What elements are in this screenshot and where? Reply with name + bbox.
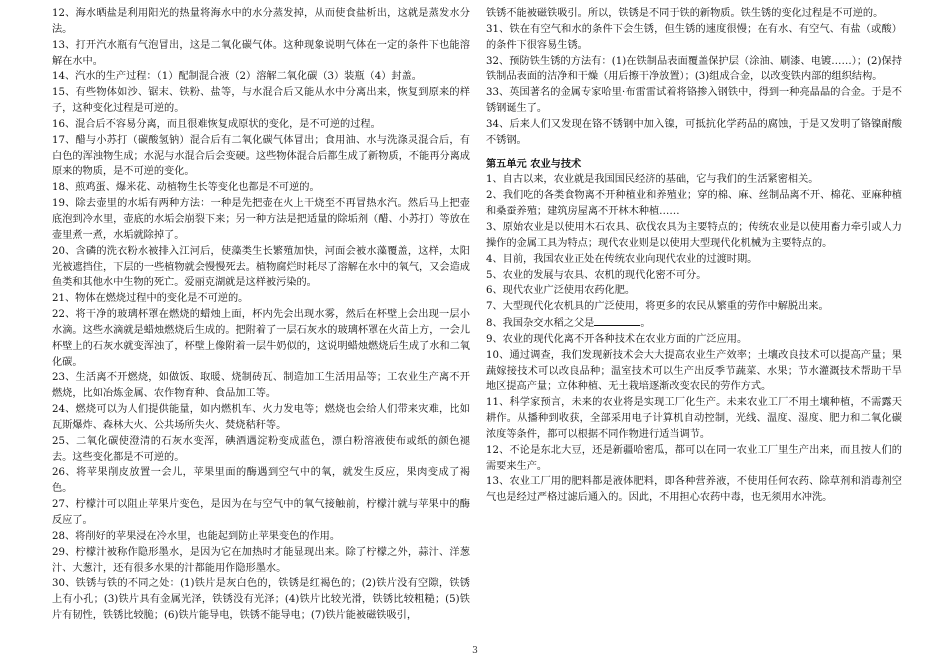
blank-prefix: 8、我国杂交水稻之父是 bbox=[486, 318, 595, 330]
list-item: 23、生活离不开燃烧，如做饭、取暖、烧制砖瓦、制造加工生活用品等；工农业生产离不开燃烧，比如冶炼金属、农作物育种、食品加工等。 bbox=[52, 372, 470, 400]
list-item: 14、汽水的生产过程：（1）配制混合液（2）溶解二氧化碳（3）装瓶（4）封盖。 bbox=[52, 71, 422, 83]
list-item: 11、科学家预言，未来的农业将是实现工厂化生产。未来农业工厂不用土壤种植，不需露天耕作。从播种到收获，全部采用电子计算机自动控制，光线、温度、湿度、肥力和二氧化碳浓度等条件，都可以根据不同作物进行适当调节。 bbox=[486, 397, 902, 440]
list-item: 铁锈不能被磁铁吸引。所以，铁锈是不同于铁的新物质。铁生锈的变化过程是不可逆的。 bbox=[486, 8, 884, 19]
list-item: 30、铁锈与铁的不同之处：(1)铁片是灰白色的，铁锈是红褐色的；(2)铁片没有空隙，铁锈上有小孔；(3)铁片具有金属光泽，铁锈没有光泽；(4)铁片比较光滑，铁锈比较粗糙；(5)铁片有韧性，铁锈比较脆；(6)铁片能导电，铁锈不能导电；(7)铁片能被磁铁吸引， bbox=[52, 578, 470, 622]
list-item: 5、农业的发展与农具、农机的现代化密不可分。 bbox=[486, 269, 707, 281]
list-item: 13、农业工厂用的肥料都是液体肥料，即各种营养液，不使用任何农药、除草剂和消毒剂空气也是经过严格过滤后通入的。因此，不用担心农药中毒，也无须用水冲洗。 bbox=[486, 476, 902, 504]
fill-in-blank-item bbox=[486, 315, 902, 332]
list-item: 15、有些物体如沙、锯末、铁粉、盐等，与水混合后又能从水中分离出来，恢复到原来的样子，这种变化过程是可逆的。 bbox=[52, 87, 470, 115]
list-item: 12、不论是东北大豆，还是新疆哈密瓜，都可以在同一农业工厂里生产出来，而且按人们的需要来生产。 bbox=[486, 444, 902, 472]
list-item: 28、将削好的苹果浸在冷水里，也能起到防止苹果变色的作用。 bbox=[52, 530, 341, 542]
list-item: 25、二氧化碳使澄清的石灰水变浑，碘酒遇淀粉变成蓝色，漂白粉溶液使布或纸的颜色褪去。这些变化都是不可逆的。 bbox=[52, 435, 470, 463]
blank-suffix: 。 bbox=[640, 318, 651, 330]
list-item: 2、我们吃的各类食物离不开种植业和养殖业；穿的棉、麻、丝制品离不开、棉花、亚麻种植和桑蚕养殖；建筑房屋离不开林木种植…… bbox=[486, 190, 902, 218]
list-item: 34、后来人们又发现在铬不锈钢中加入镍，可抵抗化学药品的腐蚀，于是又发明了铬镍耐酸不锈钢。 bbox=[486, 118, 902, 146]
list-item: 4、目前，我国农业正处在传统农业向现代农业的过渡时期。 bbox=[486, 253, 758, 265]
answer-blank bbox=[594, 315, 640, 326]
list-item: 6、现代农业广泛使用农药化肥。 bbox=[486, 285, 636, 297]
list-item: 19、除去壶里的水垢有两种方法：一种是先把壶在火上干烧至不再冒热水汽。然后马上把壶底泡到冷水里，壶底的水垢会崩裂下来；另一种方法是把适量的除垢剂（醋、小苏打）等放在壶里煮一煮，水垢就除掉了。 bbox=[52, 198, 470, 241]
list-item: 27、柠檬汁可以阻止苹果片变色，是因为在与空气中的氧气接触前，柠檬汁就与苹果中的酶反应了。 bbox=[52, 499, 470, 526]
list-item: 24、燃烧可以为人们提供能量，如内燃机车、火力发电等；燃烧也会给人们带来灾难，比如瓦斯爆炸、森林大火、公共场所失火、焚烧秸秆等。 bbox=[52, 404, 470, 431]
page-number: 3 bbox=[472, 646, 478, 656]
list-item: 17、醋与小苏打（碳酸氢钠）混合后有二氧化碳气体冒出；食用油、水与洗涤灵混合后，有白色的浑浊物生成；水泥与水混合后会变硬。这些物体混合后都生成了新物质，不能再分离成原来的物质，是不可逆的变化。 bbox=[52, 134, 470, 178]
list-item: 29、柠檬汁被称作隐形墨水，是因为它在加热时才能显现出来。除了柠檬之外，蒜汁、洋葱汁、大葱汁，还有很多水果的汁都能用作隐形墨水。 bbox=[52, 546, 470, 574]
list-item: 33、英国著名的金属专家哈里·布雷雷试着将铬掺入钢铁中，得到一种亮晶晶的合金。于是不锈钢诞生了。 bbox=[486, 87, 902, 115]
section-heading: 第五单元 农业与技术 bbox=[486, 157, 582, 170]
list-item: 32、预防铁生锈的方法有：(1)在铁制品表面覆盖保护层（涂油、刷漆、电镀……）；(2)保持铁制品表面的洁净和干燥（用后擦干净放置）；(3)组成合金，以改变铁内部的组织结构。 bbox=[486, 55, 902, 83]
left-column bbox=[52, 6, 470, 624]
list-item: 31、铁在有空气和水的条件下会生锈，但生锈的速度很慢；在有水、有空气、有盐（或酸）的条件下很容易生锈。 bbox=[486, 23, 902, 51]
list-item: 7、大型现代化农机具的广泛使用，将更多的农民从繁重的劳作中解脱出来。 bbox=[486, 301, 829, 313]
list-item: 12、海水晒盐是利用阳光的热量将海水中的水分蒸发掉，从而使食盐析出，这就是蒸发水分法。 bbox=[52, 8, 470, 35]
right-column bbox=[486, 6, 902, 506]
list-item: 26、将苹果削皮放置一会儿，苹果里面的酶遇到空气中的氧，就发生反应，果肉变成了褐色。 bbox=[52, 467, 470, 495]
list-item: 21、物体在燃烧过程中的变化是不可逆的。 bbox=[52, 293, 249, 305]
list-item: 13、打开汽水瓶有气泡冒出，这是二氧化碳气体。这种现象说明气体在一定的条件下也能溶解在水中。 bbox=[52, 39, 470, 67]
list-item: 9、农业的现代化离不开各种技术在农业方面的广泛应用。 bbox=[486, 333, 748, 345]
list-item: 20、含磷的洗衣粉水被排入江河后，使藻类生长繁殖加快，河面会被水藻覆盖，这样，太阳光被遮挡住，下层的一些植物就会慢慢死去。植物腐烂时耗尽了溶解在水中的氧气，又会造成鱼类和其他水中生物的死亡。爱丽克湖就是这样被污染的。 bbox=[52, 245, 470, 289]
list-item: 18、煎鸡蛋、爆米花、动植物生长等变化也都是不可逆的。 bbox=[52, 182, 320, 194]
list-item: 16、混合后不容易分离，而且很难恢复成原状的变化，是不可逆的过程。 bbox=[52, 118, 381, 130]
list-item: 22、将干净的玻璃杯罩在燃烧的蜡烛上面，杯内先会出现水雾，然后在杯壁上会出现一层小水滴。这些水滴就是蜡烛燃烧后生成的。把附着了一层石灰水的玻璃杯罩在火苗上方，一会儿杯壁上的石灰水就变浑浊了，杯壁上像附着一层牛奶似的，这说明蜡烛燃烧后生成了水和二氧化碳。 bbox=[52, 309, 470, 368]
list-item: 1、自古以来，农业就是我国国民经济的基础，它与我们的生活紧密相关。 bbox=[486, 174, 819, 186]
list-item: 10、通过调查，我们发现新技术会大大提高农业生产效率；土壤改良技术可以提高产量；果蔬嫁接技术可以改良品种；温室技术可以生产出反季节蔬菜、水果；节水灌溉技术帮助干旱地区提高产量；立体种植、无土栽培逐渐改变农民的劳作方式。 bbox=[486, 349, 902, 393]
list-item: 3、原始农业是以使用木石农具、砍伐农具为主要特点的；传统农业是以使用畜力牵引或人力操作的金属工具为特点；现代农业则是以使用大型现代化机械为主要特点的。 bbox=[486, 221, 902, 249]
